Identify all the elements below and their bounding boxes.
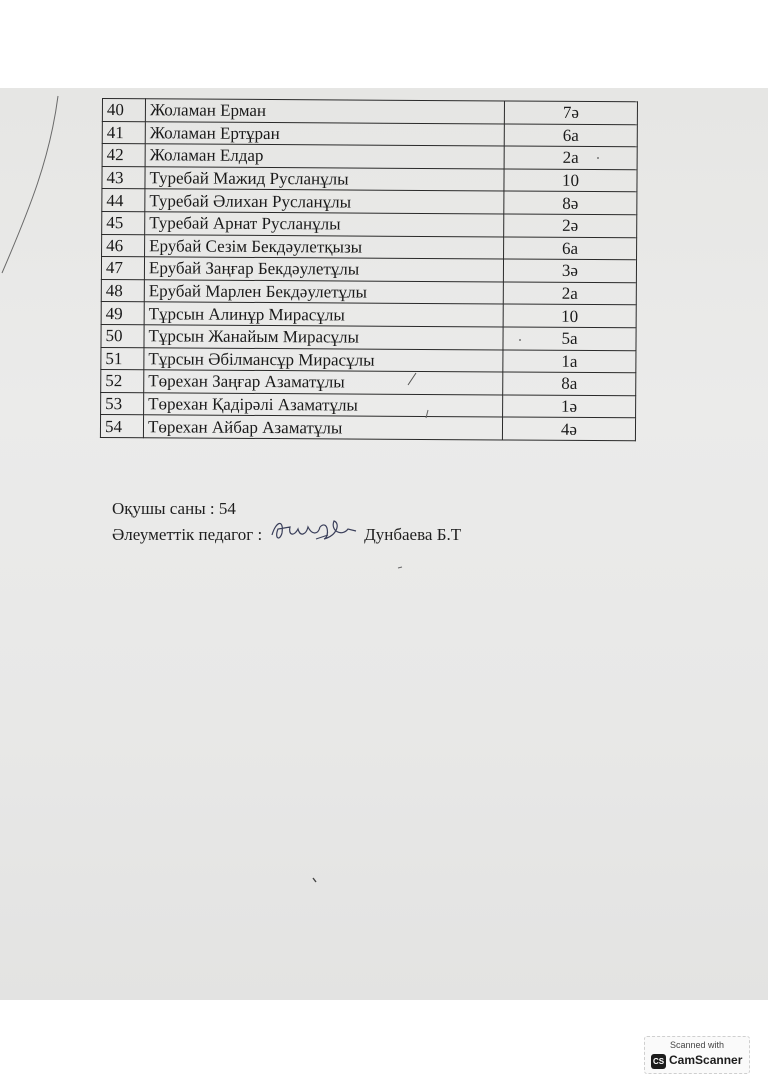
student-name: Ерубай Заңғар Бекдәулетұлы — [144, 257, 503, 282]
grade-cell: 2ә — [504, 214, 637, 237]
student-name: Туребай Мажид Русланұлы — [145, 167, 504, 192]
grade-cell: 4ә — [502, 417, 635, 440]
student-roster-table — [100, 98, 638, 441]
table-row — [102, 234, 637, 260]
teacher-name: Дунбаева Б.Т — [364, 524, 462, 544]
student-name: Төрехан Заңғар Азаматұлы — [144, 370, 503, 395]
table-row — [101, 347, 636, 373]
row-number: 47 — [101, 257, 144, 280]
roster-body — [100, 99, 637, 441]
row-number: 41 — [102, 121, 145, 144]
student-name: Төрехан Айбар Азаматұлы — [143, 415, 502, 440]
table-row — [102, 99, 637, 125]
grade-cell: 5а — [503, 327, 636, 350]
row-number: 43 — [102, 166, 145, 189]
camscanner-brand-text: CamScanner — [669, 1053, 743, 1067]
grade-cell: 10 — [503, 304, 636, 327]
student-name: Тұрсын Әбілмансұр Мирасұлы — [144, 347, 503, 372]
camscanner-logo-icon: CS — [651, 1054, 666, 1069]
table-row — [102, 189, 637, 215]
row-number: 54 — [100, 415, 143, 438]
student-name: Ерубай Марлен Бекдәулетұлы — [144, 280, 503, 305]
role-label: Әлеуметтік педагог : — [112, 524, 263, 544]
grade-cell: 1а — [503, 349, 636, 372]
grade-cell: 3ә — [503, 259, 636, 282]
table-row — [101, 324, 636, 350]
student-name: Туребай Әлихан Русланұлы — [145, 189, 504, 214]
row-number: 51 — [101, 347, 144, 370]
handwritten-signature — [268, 515, 360, 545]
row-number: 52 — [101, 370, 144, 393]
grade-cell: 8а — [503, 372, 636, 395]
row-number: 46 — [102, 234, 145, 257]
row-number: 48 — [101, 279, 144, 302]
row-number: 50 — [101, 324, 144, 347]
student-name: Жоламан Ертұран — [145, 121, 504, 146]
document-footer — [112, 498, 461, 549]
student-name: Төрехан Қадірәлі Азаматұлы — [144, 392, 503, 417]
table-row — [102, 166, 637, 192]
scanned-page-photo — [0, 88, 768, 1000]
row-number: 45 — [102, 211, 145, 234]
table-row — [100, 415, 635, 441]
grade-cell: 8ә — [504, 191, 637, 214]
table-row — [101, 302, 636, 328]
row-number: 40 — [102, 99, 145, 122]
grade-cell: 10 — [504, 169, 637, 192]
student-name: Жоламан Елдар — [145, 144, 504, 169]
student-count-text: Оқушы саны : 54 — [112, 499, 236, 518]
signature-line — [112, 519, 461, 549]
grade-cell: 7ә — [504, 101, 637, 124]
grade-cell: 2а — [504, 146, 637, 169]
row-number: 49 — [101, 302, 144, 325]
paper-fold-line — [0, 88, 70, 288]
student-name: Туребай Арнат Русланұлы — [145, 212, 504, 237]
row-number: 42 — [102, 144, 145, 167]
student-name: Тұрсын Алинұр Мирасұлы — [144, 302, 503, 327]
student-name: Тұрсын Жанайым Мирасұлы — [144, 325, 503, 350]
scanned-with-text: Scanned with — [669, 1040, 725, 1050]
grade-cell: 1ә — [503, 395, 636, 418]
table-row — [102, 211, 637, 237]
table-row — [101, 370, 636, 396]
grade-cell: 6а — [504, 237, 637, 260]
student-name: Ерубай Сезім Бекдәулетқызы — [145, 234, 504, 259]
table-row — [101, 257, 636, 283]
student-name: Жоламан Ерман — [145, 99, 504, 124]
row-number: 53 — [101, 392, 144, 415]
grade-cell: 6а — [504, 124, 637, 147]
table-row — [101, 279, 636, 305]
table-row — [101, 392, 636, 418]
table-row — [102, 121, 637, 147]
row-number: 44 — [102, 189, 145, 212]
grade-cell: 2а — [503, 282, 636, 305]
camscanner-badge — [644, 1036, 750, 1074]
table-row — [102, 144, 637, 170]
